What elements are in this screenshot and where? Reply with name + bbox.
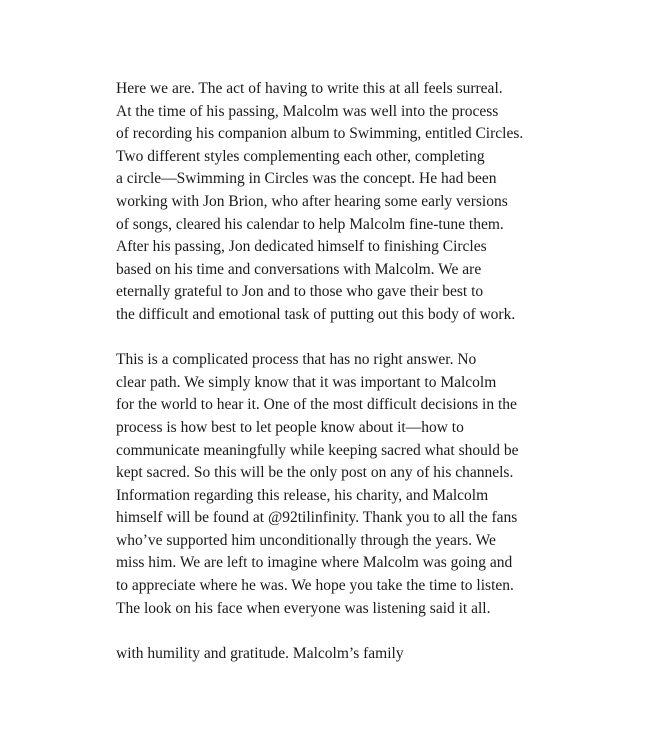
text-line: Two different styles complementing each other, completing bbox=[116, 147, 485, 165]
text-line: At the time of his passing, Malcolm was well into the process bbox=[116, 102, 499, 120]
text-line: miss him. We are left to imagine where Malcolm was going and bbox=[116, 554, 513, 572]
paragraph-spacer bbox=[116, 327, 586, 350]
text-line: who’ve supported him unconditionally through the years. We bbox=[116, 531, 496, 549]
text-line: After his passing, Jon dedicated himself to finishing Circles bbox=[116, 238, 487, 256]
letter-body bbox=[116, 78, 586, 665]
text-line: The look on his face when everyone was listening said it all. bbox=[116, 599, 491, 617]
text-line: for the world to hear it. One of the most difficult decisions in the bbox=[116, 396, 517, 414]
text-line: process is how best to let people know about it—how to bbox=[116, 418, 464, 436]
text-line: himself will be found at @92tilinfinity. Thank you to all the fans bbox=[116, 509, 518, 527]
text-line: kept sacred. So this will be the only post on any of his channels. bbox=[116, 464, 514, 482]
text-line: the difficult and emotional task of putting out this body of work. bbox=[116, 305, 516, 323]
text-line: Information regarding this release, his charity, and Malcolm bbox=[116, 486, 489, 504]
text-line: clear path. We simply know that it was important to Malcolm bbox=[116, 373, 497, 391]
text-line: working with Jon Brion, who after hearing some early versions bbox=[116, 192, 508, 210]
paragraph-spacer bbox=[116, 620, 586, 643]
signoff-line: with humility and gratitude. Malcolm’s family bbox=[116, 644, 404, 662]
text-line: to appreciate where he was. We hope you take the time to listen. bbox=[116, 577, 514, 595]
text-line: eternally grateful to Jon and to those who gave their best to bbox=[116, 283, 484, 301]
text-line: of songs, cleared his calendar to help Malcolm fine-tune them. bbox=[116, 215, 504, 233]
text-line: communicate meaningfully while keeping sacred what should be bbox=[116, 441, 519, 459]
text-line: This is a complicated process that has no right answer. No bbox=[116, 351, 477, 369]
paragraph-2 bbox=[116, 349, 586, 620]
paragraph-1 bbox=[116, 78, 586, 327]
signoff bbox=[116, 643, 586, 666]
text-line: a circle—Swimming in Circles was the concept. He had been bbox=[116, 170, 497, 188]
text-line: of recording his companion album to Swimming, entitled Circles. bbox=[116, 125, 524, 143]
text-line: based on his time and conversations with Malcolm. We are bbox=[116, 260, 482, 278]
text-line: Here we are. The act of having to write this at all feels surreal. bbox=[116, 80, 503, 97]
